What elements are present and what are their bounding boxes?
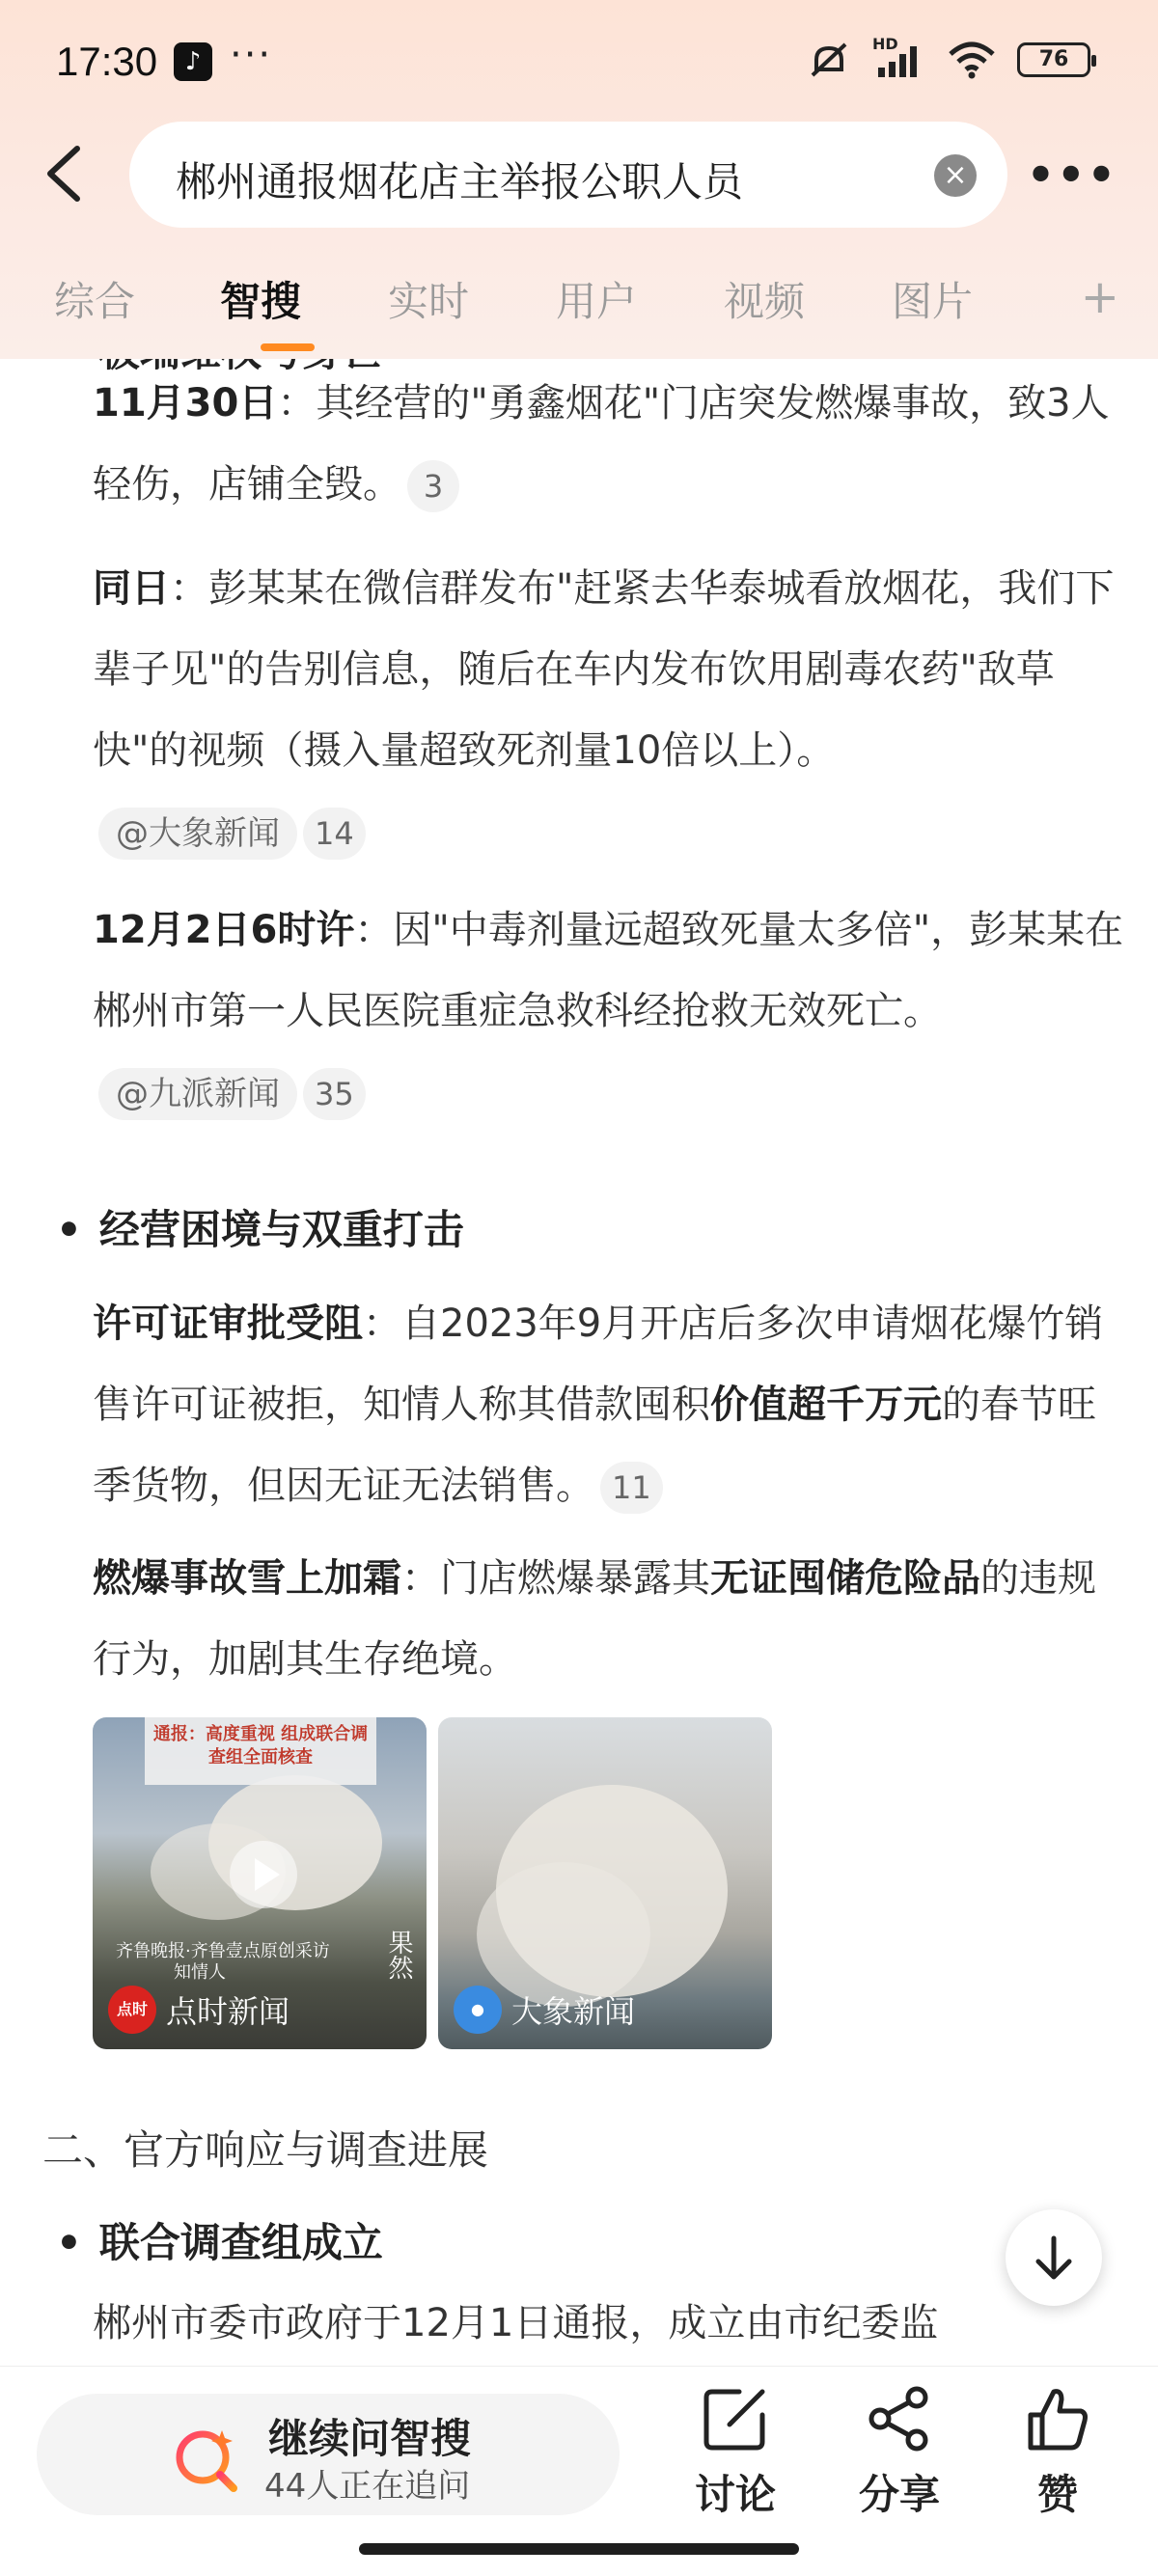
paragraph-text: ：其经营的"勇鑫烟花"门店突发燃爆事故，致3人轻伤，店铺全毁。 bbox=[93, 381, 1110, 507]
thumbs-up-icon bbox=[1023, 2384, 1092, 2453]
tab-realtime[interactable]: 实时 bbox=[388, 278, 470, 325]
signal-hd-label: HD bbox=[872, 35, 898, 53]
paragraph-text: 的违规行为，加剧其生存绝境。 bbox=[93, 1556, 1096, 1682]
highlight-text: 无证囤储危险品 bbox=[710, 1556, 980, 1601]
smart-search-icon bbox=[172, 2425, 241, 2494]
ask-title: 继续问智搜 bbox=[268, 2415, 472, 2462]
search-query-text: 郴州通报烟花店主举报公职人员 bbox=[176, 158, 744, 206]
tiktok-notification-icon: ♪ bbox=[174, 42, 212, 81]
date-label: 同日 bbox=[93, 566, 170, 611]
discuss-label: 讨论 bbox=[694, 2471, 776, 2518]
wifi-icon bbox=[948, 41, 996, 79]
signal-icon bbox=[872, 35, 926, 79]
image-thumbnail[interactable] bbox=[438, 1717, 772, 2049]
paragraph-text: ：门店燃爆暴露其 bbox=[401, 1556, 710, 1601]
section-heading: 二、官方响应与调查进展 bbox=[42, 2126, 489, 2174]
play-icon[interactable] bbox=[230, 1841, 297, 1908]
highlight-text: 价值超千万元 bbox=[710, 1383, 942, 1427]
search-row bbox=[0, 116, 1158, 232]
paragraph-dec2 bbox=[93, 890, 1127, 1133]
paragraph-investigation: 郴州市委市政府于12月1日通报，成立由市纪委监 bbox=[93, 2301, 939, 2345]
tab-bar bbox=[0, 260, 1158, 347]
source-citation[interactable]: @大象新闻 bbox=[98, 808, 297, 860]
mute-icon bbox=[807, 41, 851, 79]
like-button[interactable] bbox=[1000, 2384, 1116, 2521]
caption-line: 齐鲁晚报·齐鲁壹点原创采访 bbox=[116, 1941, 330, 1961]
share-button[interactable] bbox=[841, 2384, 957, 2521]
more-menu-icon[interactable]: ••• bbox=[1026, 149, 1117, 201]
paragraph-license bbox=[93, 1283, 1127, 1526]
share-icon bbox=[865, 2384, 934, 2453]
back-arrow-icon[interactable] bbox=[39, 143, 96, 205]
tab-smart-search[interactable]: 智搜 bbox=[220, 278, 302, 325]
search-input[interactable] bbox=[129, 122, 1007, 228]
reference-badge[interactable]: 11 bbox=[600, 1462, 663, 1514]
paragraph-text: 的春节旺季货物，但因无证无法销售。 bbox=[93, 1383, 1096, 1508]
bullet-heading: • 经营困境与双重打击 bbox=[56, 1198, 464, 1256]
like-label: 赞 bbox=[1036, 2471, 1078, 2518]
edit-icon bbox=[701, 2384, 770, 2453]
date-label: 12月2日6时许 bbox=[93, 908, 355, 952]
clear-icon[interactable]: × bbox=[934, 154, 977, 197]
home-indicator[interactable] bbox=[359, 2543, 799, 2555]
reference-badge[interactable]: 35 bbox=[303, 1068, 366, 1120]
battery-icon: 76 bbox=[1017, 42, 1090, 77]
paragraph-nov30 bbox=[93, 363, 1127, 525]
watermark: 果然 bbox=[384, 1930, 413, 1980]
video-thumbnail[interactable] bbox=[93, 1717, 427, 2049]
bottom-bar bbox=[0, 2366, 1158, 2576]
paragraph-text: ：因"中毒剂量远超致死量太多倍"，彭某某在郴州市第一人民医院重症急救科经抢救无效死亡。 bbox=[93, 908, 1124, 1033]
scroll-down-button[interactable] bbox=[1006, 2209, 1102, 2306]
arrow-down-icon bbox=[1033, 2234, 1075, 2281]
source-citation[interactable]: @九派新闻 bbox=[98, 1068, 297, 1120]
source-name: 点时新闻 bbox=[166, 1993, 290, 2030]
reference-badge[interactable]: 3 bbox=[407, 460, 459, 512]
more-notifications-icon: ··· bbox=[230, 33, 273, 77]
source-name: 大象新闻 bbox=[511, 1993, 636, 2030]
tab-users[interactable]: 用户 bbox=[556, 278, 638, 325]
status-time: 17:30 bbox=[56, 39, 158, 84]
tab-general[interactable]: 综合 bbox=[54, 278, 136, 325]
active-tab-indicator bbox=[261, 343, 315, 351]
label: 燃爆事故雪上加霜 bbox=[93, 1556, 401, 1601]
paragraph-text: ：彭某某在微信群发布"赶紧去华泰城看放烟花，我们下辈子见"的告别信息，随后在车内发布饮用剧毒农药"敌草快"的视频（摄入量超致死剂量10倍以上）。 bbox=[93, 566, 1115, 773]
article-content bbox=[0, 359, 1158, 2366]
elephant-logo-icon: ● bbox=[454, 1986, 502, 2034]
image-source bbox=[108, 1986, 290, 2034]
reference-badge[interactable]: 14 bbox=[303, 808, 366, 860]
paragraph-same-day bbox=[93, 548, 1127, 872]
label: 许可证审批受阻 bbox=[93, 1302, 363, 1346]
tab-videos[interactable]: 视频 bbox=[724, 278, 806, 325]
tab-images[interactable]: 图片 bbox=[892, 278, 974, 325]
thumbnail-overlay-text: 通报：高度重视 组成联合调查组全面核查 bbox=[145, 1717, 376, 1785]
caption-line: 知情人 bbox=[174, 1962, 226, 1983]
discuss-button[interactable] bbox=[677, 2384, 793, 2521]
status-icons bbox=[807, 35, 1090, 79]
image-source bbox=[454, 1986, 635, 2034]
paragraph-explosion bbox=[93, 1538, 1127, 1700]
source-logo-icon: 点时 bbox=[108, 1986, 156, 2034]
top-header bbox=[0, 0, 1158, 359]
share-label: 分享 bbox=[858, 2471, 940, 2518]
continue-ask-button[interactable] bbox=[37, 2394, 620, 2515]
status-bar bbox=[0, 0, 1158, 130]
thumbnail-caption bbox=[116, 1941, 330, 1984]
paragraph-text: ：自2023年9月开店后多次申请烟花爆竹销售许可证被拒，知情人称其借款囤积 bbox=[93, 1302, 1104, 1427]
ask-subtitle: 44人正在追问 bbox=[264, 2467, 471, 2506]
bullet-heading: • 联合调查组成立 bbox=[56, 2211, 383, 2269]
add-tab-icon[interactable]: + bbox=[1080, 270, 1119, 324]
date-label: 11月30日 bbox=[93, 381, 278, 425]
